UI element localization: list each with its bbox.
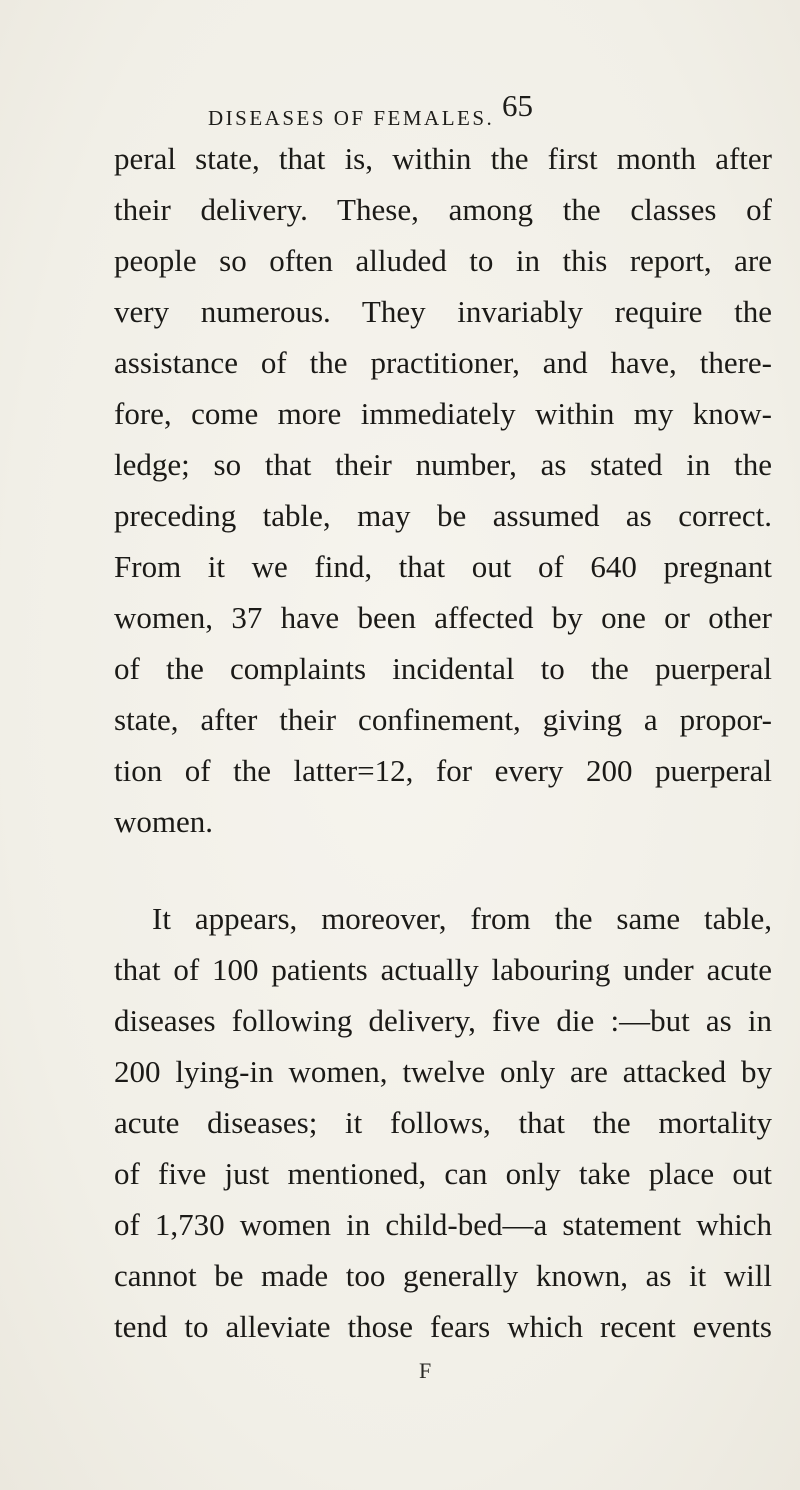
text-line: women. [114, 804, 214, 839]
text-line: assistance of the practitioner, and have, there- [114, 345, 772, 380]
text-line: From it we find, that out of 640 pregnant [114, 549, 772, 584]
paragraph-gap [114, 847, 772, 893]
text-line: It appears, moreover, from the same table, [152, 901, 772, 936]
text-line: of the complaints incidental to the puerperal [114, 651, 772, 686]
text-line: people so often alluded to in this report, are [114, 243, 772, 278]
paragraph [114, 893, 772, 1352]
text-line: their delivery. These, among the classes of [114, 192, 772, 227]
text-line: of five just mentioned, can only take place out [114, 1156, 772, 1191]
paragraph [114, 133, 772, 847]
text-line: that of 100 patients actually labouring under acute [114, 952, 772, 987]
text-line: cannot be made too generally known, as it will [114, 1258, 772, 1293]
text-line: tend to alleviate those fears which recent events [114, 1309, 772, 1344]
text-line: very numerous. They invariably require the [114, 294, 772, 329]
page-number: 65 [502, 88, 533, 123]
signature-mark: F [419, 1358, 432, 1383]
text-line: 200 lying-in women, twelve only are attacked by [114, 1054, 772, 1089]
body-text [114, 133, 772, 1352]
text-line: acute diseases; it follows, that the mortality [114, 1105, 772, 1140]
text-line: diseases following delivery, five die :—but as in [114, 1003, 772, 1038]
text-line: women, 37 have been affected by one or other [114, 600, 772, 635]
text-line: state, after their confinement, giving a propor- [114, 702, 772, 737]
text-line: peral state, that is, within the first month after [114, 141, 772, 176]
text-line: preceding table, may be assumed as correct. [114, 498, 772, 533]
text-line: of 1,730 women in child-bed—a statement which [114, 1207, 772, 1242]
text-line: tion of the latter=12, for every 200 puerperal [114, 753, 772, 788]
text-line: fore, come more immediately within my know- [114, 396, 772, 431]
running-title: DISEASES OF FEMALES. [208, 106, 495, 130]
text-line: ledge; so that their number, as stated in the [114, 447, 772, 482]
